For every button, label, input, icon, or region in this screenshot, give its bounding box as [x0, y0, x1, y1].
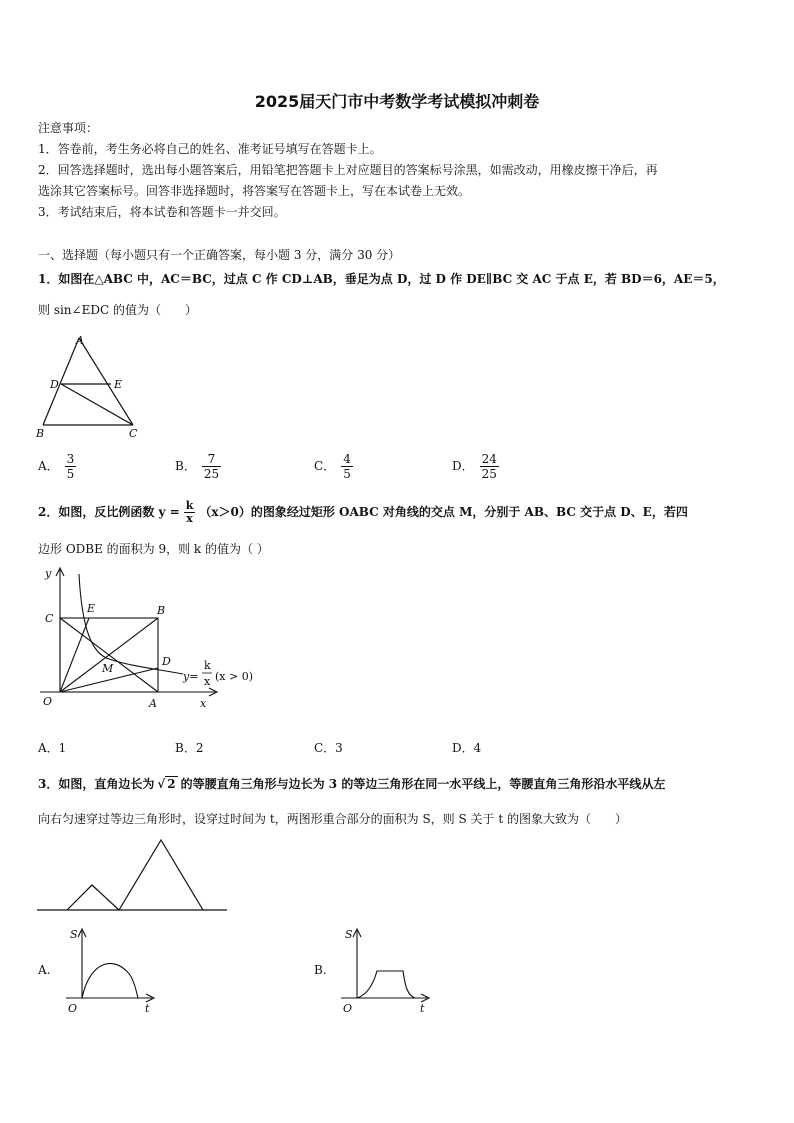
- q3-sqrt-value: 2: [167, 777, 176, 791]
- q1-text-line2: 则 sin∠EDC 的值为（ ）: [38, 303, 197, 317]
- q2-text-pre: 2．如图，反比例函数 y =: [38, 505, 180, 519]
- q2-text-line2: 边形 ODBE 的面积为 9，则 k 的值为（ ）: [38, 542, 269, 556]
- notice-item-2-cont: 选涂其它答案标号。回答非选择题时，将答案写在答题卡上，写在本试卷上无效。: [38, 184, 471, 198]
- q2-option-a[interactable]: A．1: [38, 741, 67, 755]
- q2-fig-label-d: D: [162, 655, 171, 668]
- q3-triangles-figure: [37, 838, 232, 916]
- q3-b-axis-t: t: [420, 1002, 425, 1015]
- q1-option-b-label: B．: [175, 459, 196, 473]
- q1-option-c-label: C．: [314, 459, 336, 473]
- q2-fig-func-num: k: [204, 659, 211, 672]
- q2-fig-func-post: (x > 0): [215, 670, 253, 683]
- q2-fig-label-o: O: [43, 695, 53, 708]
- q3-option-b-graph: [335, 925, 435, 1020]
- q2-rectangle-figure: [35, 562, 265, 712]
- q3-b-axis-o: O: [343, 1002, 353, 1015]
- q1-fig-label-b: B: [36, 427, 45, 440]
- q2-option-b[interactable]: B．2: [175, 741, 204, 755]
- q2-frac-den: x: [186, 512, 193, 525]
- notice-item-1: 1．答卷前，考生务必将自己的姓名、准考证号填写在答题卡上。: [38, 142, 382, 156]
- q1-option-c-den: 5: [343, 467, 351, 481]
- q2-option-c[interactable]: C．3: [314, 741, 343, 755]
- q2-fig-label-m: M: [102, 662, 114, 675]
- q3-text-pre: 3．如图，直角边长为: [38, 777, 155, 791]
- q1-fig-label-a: A: [76, 334, 84, 347]
- q2-text-line1: [38, 500, 688, 525]
- q3-a-axis-s: S: [70, 928, 78, 941]
- q2-fig-label-c: C: [45, 612, 54, 625]
- q3-equilateral: [119, 840, 203, 910]
- q1-fig-label-d: D: [50, 378, 59, 391]
- q3-right-isosceles: [67, 885, 119, 910]
- section-heading: 一、选择题（每小题只有一个正确答案，每小题 3 分，满分 30 分）: [38, 248, 401, 262]
- q1-triangle-figure: [30, 330, 160, 445]
- q1-option-c[interactable]: [314, 452, 353, 481]
- q2-fig-func-pre: y=: [183, 670, 199, 683]
- q1-option-b[interactable]: [175, 452, 221, 481]
- q2-frac-num: k: [185, 499, 194, 512]
- q1-option-a-den: 5: [66, 467, 75, 481]
- q2-fig-label-a: A: [149, 697, 157, 710]
- q1-option-b-den: 25: [203, 467, 220, 481]
- notice-heading: 注意事项：: [38, 121, 99, 135]
- q3-option-a[interactable]: A.: [38, 963, 51, 977]
- q2-option-d[interactable]: D．4: [452, 741, 482, 755]
- q3-a-axis-t: t: [145, 1002, 150, 1015]
- q1-option-d-num: 24: [481, 452, 497, 466]
- q3-text-line2: 向右匀速穿过等边三角形时，设穿过时间为 t，两图形重合部分的面积为 S，则 S 关于 t 的图象大致为（ ）: [38, 812, 627, 826]
- page-title: 2025届天门市中考数学考试模拟冲刺卷: [254, 92, 540, 111]
- q1-fig-label-e: E: [114, 378, 123, 391]
- q3-b-axis-s: S: [345, 928, 353, 941]
- q1-text-line1: 1．如图在△ABC 中，AC＝BC，过点 C 作 CD⊥AB，垂足为点 D，过 D 作 DE∥BC 交 AC 于点 E，若 BD＝6，AE＝5，: [38, 272, 725, 286]
- q1-option-b-num: 7: [202, 452, 221, 467]
- q1-option-c-num: 4: [343, 452, 351, 466]
- q3-text-line1: [38, 776, 665, 792]
- q1-option-a[interactable]: [38, 452, 76, 481]
- q2-text-post: （x＞0）的图象经过矩形 OABC 对角线的交点 M，分别于 AB、BC 交于点 D、E，若四: [199, 505, 688, 519]
- q3-option-b[interactable]: B.: [314, 963, 327, 977]
- q3-text-post: 的等腰直角三角形与边长为 3 的等边三角形在同一水平线上，等腰直角三角形沿水平线从左: [180, 777, 666, 791]
- q1-option-d-den: 25: [481, 467, 497, 481]
- q1-option-a-num: 3: [66, 452, 75, 466]
- q3-sqrt: √ 2: [157, 777, 176, 791]
- q3-option-a-graph: [60, 925, 160, 1020]
- q3-a-axis-o: O: [68, 1002, 78, 1015]
- q2-fig-func-den: x: [204, 675, 211, 688]
- q1-option-d[interactable]: [452, 452, 499, 481]
- notice-item-2: 2．回答选择题时，选出每小题答案后，用铅笔把答题卡上对应题目的答案标号涂黑，如需改动，用橡皮擦干净后，再: [38, 163, 658, 177]
- q2-fig-label-x: x: [200, 697, 207, 710]
- q1-option-a-label: A．: [38, 459, 59, 473]
- notice-item-3: 3．考试结束后，将本试卷和答题卡一并交回。: [38, 205, 286, 219]
- q2-fig-label-y: y: [45, 567, 52, 580]
- q1-option-d-label: D．: [452, 459, 474, 473]
- q2-fig-label-e: E: [87, 602, 96, 615]
- q2-fig-label-b: B: [157, 604, 166, 617]
- q1-fig-label-c: C: [129, 427, 138, 440]
